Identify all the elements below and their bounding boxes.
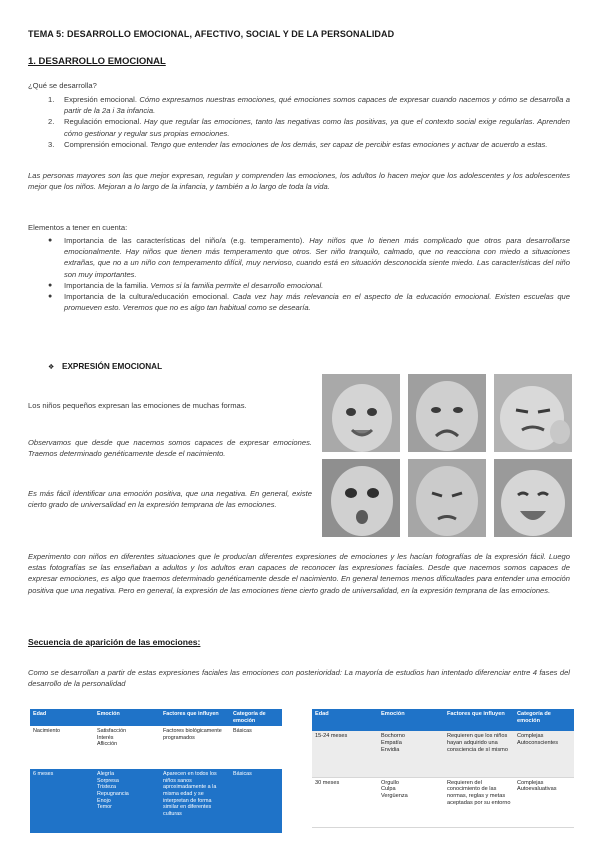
section-heading-emotional-development: 1. DESARROLLO EMOCIONAL [28,56,166,67]
table-header-row [312,709,574,731]
table-cell: Aparecen en todos los niños sanos aproximadamente a la misma edad y se interpretan de forma similar en diferentes culturas [160,769,230,833]
bullet-list [48,235,570,313]
baby-face-photo-icon [494,459,572,537]
numbered-list [48,94,570,150]
list-number: 2. [48,117,55,127]
table-cell: 6 meses [30,769,94,833]
list-item [48,291,570,313]
table-cell: Básicas [230,769,282,833]
list-item [48,139,570,150]
emotions-table-1 [30,709,282,833]
list-item-lead: Expresión emocional. [64,95,137,104]
list-item-text: Hay niños que lo tienen más complicado que otros para desarrollarse emocionalmente. Hay niños que tienen más temperamento que otros. Ser niño tranquilo, calmado, que no reacciona con miedo a situaciones extrañas, que no a un niño con temperamento difícil, muy nervioso, cuando está en situación desconocida siente miedo. Las características del niño son muy importantes. [64,236,570,279]
table-cell: 30 meses [312,777,378,827]
list-item-lead: Importancia de las características del niño/a (e.g. temperamento). [64,236,305,245]
table-cell: Satisfacción Interés Aflicción [97,728,127,748]
bullet-icon: ● [48,237,53,244]
list-number: 1. [48,95,55,104]
table-row [312,777,574,827]
table-cell: Factores biológicamente programados [163,728,222,741]
summary-paragraph: Las personas mayores son las que mejor expresan, regulan y comprenden las emociones, los adultos lo hacen mejor que los adolescentes y los adolescentes mejor que los niños. Mejoran a lo largo de la infancia, y también a lo largo de toda la vida. [28,171,570,192]
section-heading-emotion-sequence: Secuencia de aparición de las emociones: [28,637,201,647]
elements-intro: Elementos a tener en cuenta: [28,223,128,232]
table-row [30,726,282,769]
list-item-text: Vemos si la familia permite el desarrollo emocional. [148,280,324,290]
table-cell: 15-24 meses [312,731,378,777]
table-header-cell: Categoría de emoción [230,709,282,726]
table-cell: Complejas Autoevaluativas [514,777,574,827]
sequence-paragraph: Como se desarrollan a partir de estas expresiones faciales las emociones con posterioridad: La mayoría de estudios han intentado diferenciar entre 4 fases del desarrollo de la personalidad [28,668,570,689]
table-row [312,731,574,777]
expression-paragraph-1: Los niños pequeños expresan las emociones de muchas formas. [28,401,247,410]
list-item-lead: Importancia de la familia. [64,280,149,290]
section-heading-text: EXPRESIÓN EMOCIONAL [62,362,163,371]
bullet-icon: ● [48,281,53,289]
table-cell: Básicas [233,728,252,735]
table-header-cell: Edad [312,709,378,731]
table-cell: Requieren que los niños hayan adquirido una consciencia de sí mismo [444,731,514,777]
list-item-lead: Comprensión emocional. [64,139,148,149]
question-text: ¿Qué se desarrolla? [28,81,97,90]
table-cell: Nacimiento [33,728,60,735]
diamond-bullet-icon: ❖ [48,364,55,371]
list-item [48,94,570,116]
table-cell: Orgullo Culpa Vergüenza [378,777,444,827]
experiment-paragraph: Experimento con niños en diferentes situaciones que le producían diferentes expresiones de emociones y les hacían fotografías de la expresión fácil. Luego estas fotografías se las enseñaban a adultos y los adultos eran capaces de reconocer las expresiones faciales. Desde que nacemos somos capaces de expresar emociones, es algo que traemos determinado genéticamente desde el nacimiento. En general tenemos menos dificultades para entender una emoción positiva que una negativa. Pero en general, la expresión de las emociones tiene cierto grado de universalidad, en la expresión temprana de las emociones. [28,552,570,595]
list-item-lead: Importancia de la cultura/educación emocional. [64,292,230,302]
expression-paragraph-3: Es más fácil identificar una emoción positiva, que una negativa. En general, existe cierto grado de universalidad en la expresión temprana de las emociones. [28,489,312,510]
list-item-text: Hay que regular las emociones, tanto las negativas como las positivas, ya que el contexto social exige regularlas. Aprenden cómo gestionar y regular sus propias emociones. [64,117,570,138]
list-item-text: Cada vez hay más relevancia en el aspecto de la educación emocional. Existen escuelas que promueven esto. Veremos que no es algo tan habitual como se desearía. [64,292,570,313]
table-header-cell: Emoción [94,709,160,726]
baby-face-photo-icon [322,374,400,452]
list-item-text: Tengo que entender las emociones de los demás, ser capaz de percibir estas emociones y actuar de acuerdo a estas. [148,139,548,149]
list-item [48,280,570,291]
baby-face-photo-icon [494,374,572,452]
baby-face-photo-icon [408,374,486,452]
table-header-cell: Categoría de emoción [514,709,574,731]
section-heading-emotional-expression [48,362,162,371]
emotions-table-2 [312,709,574,828]
table-cell: Bochorno Empatía Envidia [378,731,444,777]
list-item-text: Cómo expresamos nuestras emociones, qué emociones somos capaces de expresar cuando nacemos y cómo se desarrolla a partir de la 2a i 3a infancia. [64,95,570,116]
table-header-cell: Factores que influyen [160,709,230,726]
baby-face-photo-icon [408,459,486,537]
table-row [30,769,282,833]
bullet-icon: ● [48,293,53,301]
table-header-cell: Edad [30,709,94,726]
table-header-cell: Emoción [378,709,444,731]
list-number: 3. [48,139,55,149]
baby-face-photo-icon [322,459,400,537]
table-cell: Complejas Autoconscientes [514,731,574,777]
list-item [48,116,570,138]
list-item-lead: Regulación emocional. [64,117,142,127]
table-header-row [30,709,282,726]
table-cell: Alegría Sorpresa Tristeza Repugnancia Enojo Temor [94,769,160,833]
table-header-cell: Factores que influyen [444,709,514,731]
list-item [48,235,570,280]
page-title: TEMA 5: DESARROLLO EMOCIONAL, AFECTIVO, SOCIAL Y DE LA PERSONALIDAD [28,29,395,39]
table-cell: Requieren del conocimiento de las normas, reglas y metas aceptadas por su entorno [444,777,514,827]
expression-paragraph-2: Observamos que desde que nacemos somos capaces de expresar emociones. Traemos determinado genéticamente desde el nacimiento. [28,438,312,459]
